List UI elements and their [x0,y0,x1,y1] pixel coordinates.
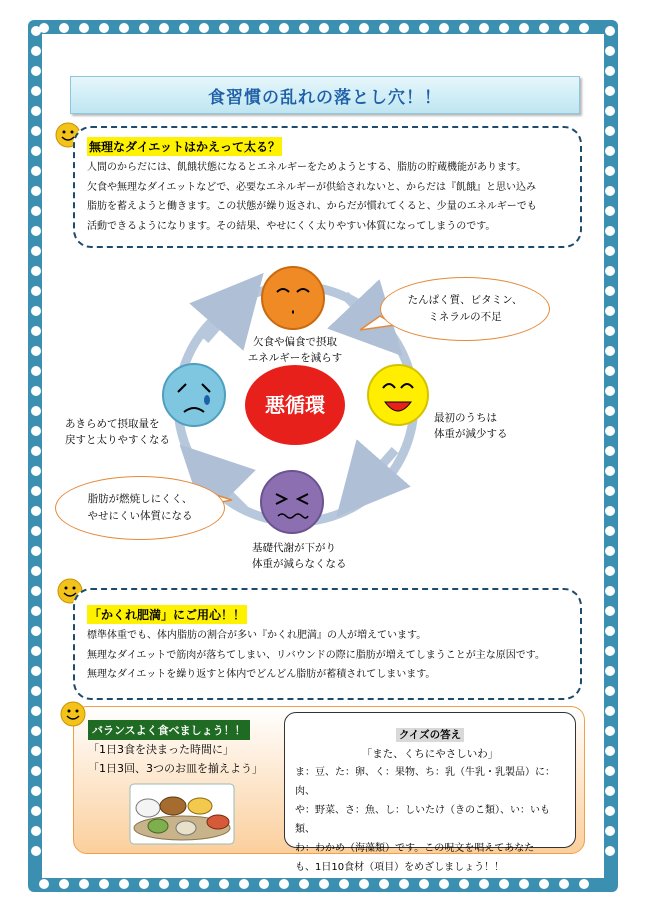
diet-line: 活動できるようになります。その結果、やせにくく太りやすい体質になってしまうのです。 [87,220,496,232]
cycle-bottom-label: 基礎代謝が下がり 体重が減らなくなる [252,542,347,570]
quiz-phrase: 「また、くちにやさしいわ」 [361,748,499,760]
hidden-obesity-line: 無理なダイエットを繰り返すと体内でどんどん脂肪が蓄積されてしまいます。 [87,669,436,680]
diet-heading: 無理なダイエットはかえって太る？ [87,137,282,156]
quiz-line: ま：豆、た：卵、く：果物、ち：乳（牛乳・乳製品）に：肉、 [295,767,555,797]
face-left-icon [163,364,225,426]
diet-line: 人間のからだには、飢餓状態になるとエネルギーをためようとする、脂肪の貯蔵機能があります。 [87,162,527,173]
hidden-obesity-heading: 「かくれ肥満」にご用心！！ [87,605,247,624]
cycle-right-label: 最初のうちは 体重が減少する [434,412,508,440]
bubble-fat-burning: 脂肪が燃焼しにくく、 やせにくい体質になる [55,476,225,540]
quiz-line: わ：わかめ（海藻類）です。この呪文を唱えてあなた [295,843,535,854]
balance-line: 「1日3回、3つのお皿を揃えよう」 [88,762,263,775]
hidden-obesity-line: 無理なダイエットで筋肉が落ちてしまい、リバウンドの際に脂肪が増えてしまうことが主な原因です。 [87,649,545,661]
diet-line: 欠食や無理なダイエットなどで、必要なエネルギーが供給されないと、からだは『飢餓』と思い込み [87,181,536,193]
smiley-icon [60,701,86,727]
quiz-line: も、1日10食材（項目）をめざしましょう！！ [295,862,505,873]
balance-line: 「1日3食を決まった時間に」 [88,743,234,756]
hidden-obesity-section [73,588,582,700]
balance-heading: バランスよく食べましょう！！ [88,720,250,740]
face-right-icon [368,365,428,425]
page-title: 食習慣の乱れの落とし穴！！ [70,76,580,114]
cycle-left-label: あきらめて摂取量を 戻すと太りやすくなる [65,418,170,446]
face-bottom-icon [261,471,323,533]
bubble-nutrient-shortage: たんぱく質、ビタミン、 ミネラルの不足 [380,277,550,341]
hidden-obesity-line: 標準体重でも、体内脂肪の割合が多い『かくれ肥満』の人が増えています。 [87,630,427,641]
cycle-top-label: 欠食や偏食で摂取 エネルギーを減らす [247,336,343,364]
quiz-answer-box [284,712,576,873]
quiz-line: や：野菜、さ：魚、し：しいたけ（きのこ類）、い：いも類、 [295,805,550,835]
cycle-center-label: 悪循環 [265,393,325,417]
face-top-icon [262,267,324,329]
meal-illustration-icon [128,782,236,846]
quiz-title: クイズの答え [396,728,464,742]
diet-line: 脂肪を蓄えようと働きます。この状態が繰り返され、からだが慣れてくると、少量のエネルギーでも [87,201,537,212]
